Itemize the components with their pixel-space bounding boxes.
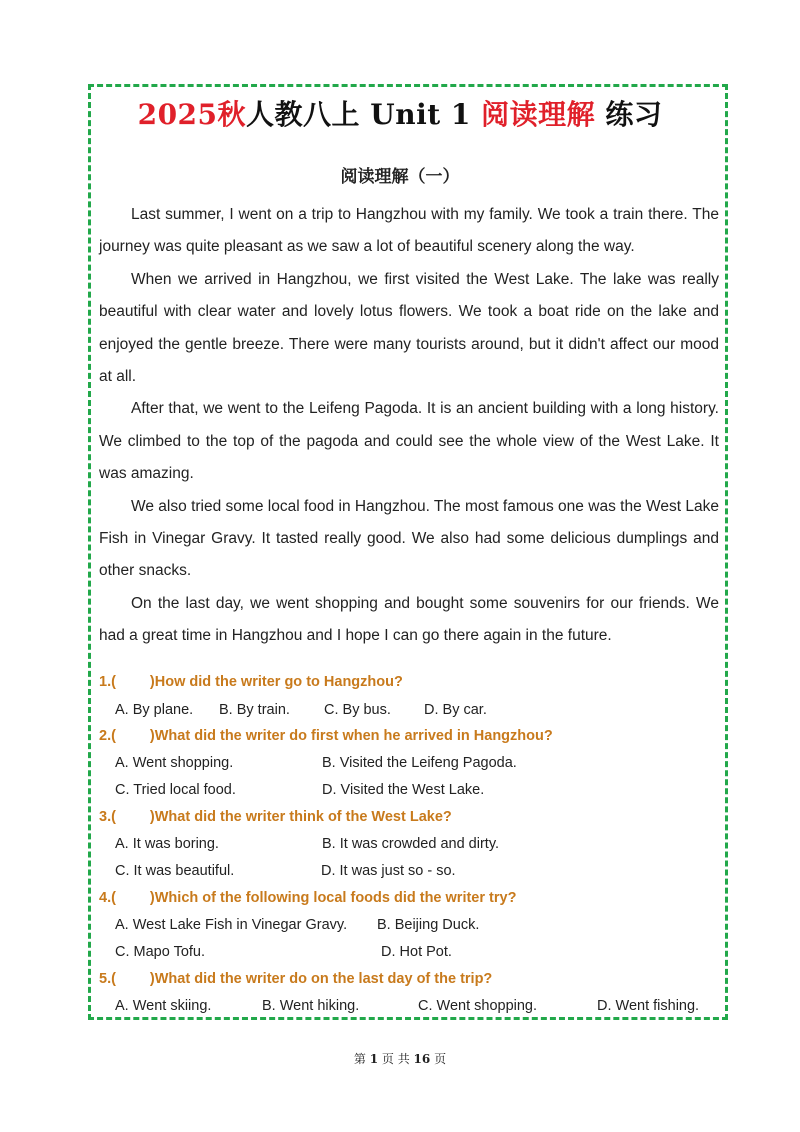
option-c: C. Went shopping.	[418, 998, 538, 1014]
question-number: 2.(	[99, 728, 116, 744]
passage-paragraph: Last summer, I went on a trip to Hangzhou with my family. We took a train there. The journey was quite pleasant as we saw a lot of beautiful scenery along the way.	[99, 206, 719, 256]
question-3	[99, 809, 719, 825]
question-text: )What did the writer think of the West Lake?	[149, 809, 452, 825]
option-c: C. It was beautiful.	[115, 863, 235, 879]
question-number: 5.(	[99, 971, 116, 987]
question-number: 4.(	[99, 890, 116, 906]
option-c: C. Mapo Tofu.	[115, 944, 206, 960]
passage-paragraph: After that, we went to the Leifeng Pagoda. It is an ancient building with a long history. We climbed to the top of the pagoda and could see the whole view of the West Lake. It was amazing.	[99, 400, 719, 483]
question-2	[99, 728, 719, 744]
option-b: B. By train.	[219, 702, 290, 718]
passage-paragraph: On the last day, we went shopping and bought some souvenirs for our friends. We had a great time in Hangzhou and I hope I can go there again in the future.	[99, 594, 719, 645]
total-page-number: 16	[413, 1052, 431, 1066]
question-5	[99, 971, 719, 987]
option-a: A. By plane.	[115, 702, 194, 718]
option-a: A. It was boring.	[115, 836, 219, 852]
option-b: B. It was crowded and dirty.	[322, 836, 500, 852]
section-subtitle: 阅读理解（一）	[340, 167, 460, 187]
option-d: D. It was just so - so.	[321, 863, 456, 879]
title-practice: 练习	[595, 98, 663, 131]
question-4	[99, 890, 719, 906]
option-a: A. Went shopping.	[115, 755, 234, 771]
question-text: )How did the writer go to Hangzhou?	[149, 674, 403, 690]
current-page-number: 1	[369, 1052, 379, 1066]
title-middle: 人教八上 Unit 1	[246, 98, 482, 131]
option-d: D. Hot Pot.	[381, 944, 452, 960]
question-number: 1.(	[99, 674, 116, 690]
option-c: C. By bus.	[324, 702, 391, 718]
question-1	[99, 674, 719, 690]
option-b: B. Visited the Leifeng Pagoda.	[322, 755, 517, 771]
passage-paragraph: When we arrived in Hangzhou, we first visited the West Lake. The lake was really beautiful with clear water and lovely lotus flowers. We took a boat ride on the lake and enjoyed the gentle breeze. There were many tourists around, but it didn't affect our mood at all.	[99, 270, 719, 386]
option-d: D. Went fishing.	[597, 998, 700, 1014]
option-c: C. Tried local food.	[115, 782, 236, 798]
question-text: )What did the writer do on the last day of the trip?	[149, 971, 493, 987]
title-year: 2025	[137, 98, 218, 131]
option-b: B. Beijing Duck.	[377, 917, 480, 933]
passage-paragraph: We also tried some local food in Hangzhou. The most famous one was the West Lake Fish in Vinegar Gravy. It tasted really good. We also had some delicious dumplings and other snacks.	[99, 497, 719, 580]
title-reading: 阅读理解	[481, 98, 596, 131]
question-number: 3.(	[99, 809, 116, 825]
page-title	[0, 93, 800, 133]
question-text: )Which of the following local foods did the writer try?	[149, 890, 517, 906]
option-a: A. Went skiing.	[115, 998, 212, 1014]
option-b: B. Went hiking.	[262, 998, 360, 1014]
page-footer: 第 1 页 共 16 页	[353, 1052, 447, 1066]
question-text: )What did the writer do first when he arrived in Hangzhou?	[149, 728, 553, 744]
title-autumn: 秋	[217, 98, 247, 131]
option-a: A. West Lake Fish in Vinegar Gravy.	[115, 917, 348, 933]
option-d: D. Visited the West Lake.	[322, 782, 485, 798]
option-d: D. By car.	[424, 702, 487, 718]
reading-passage	[99, 199, 719, 653]
